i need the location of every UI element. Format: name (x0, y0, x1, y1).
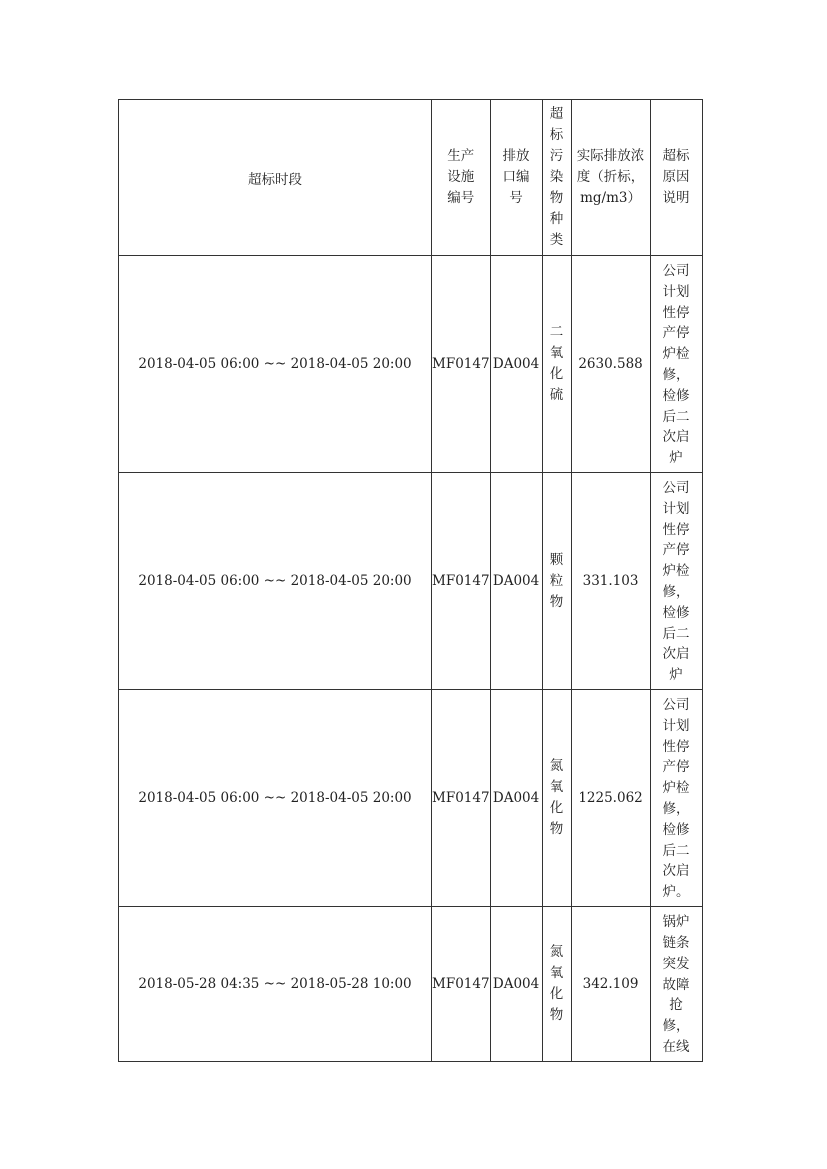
cell-period: 2018-04-05 06:00 ~~ 2018-04-05 20:00 (119, 473, 432, 690)
header-outlet: 排放口编号 (490, 100, 542, 256)
cell-reason: 公司计划性停产停炉检修，检修后二次启炉 (650, 473, 702, 690)
cell-pollutant: 氮氧化物 (542, 690, 571, 907)
header-pollutant: 超标污染物种类 (542, 100, 571, 256)
cell-period: 2018-04-05 06:00 ~~ 2018-04-05 20:00 (119, 690, 432, 907)
cell-concentration: 342.109 (571, 907, 650, 1062)
exceedance-table (118, 99, 703, 1062)
cell-facility: MF0147 (432, 907, 491, 1062)
table-row (119, 907, 703, 1062)
table-header-row (119, 100, 703, 256)
cell-concentration: 331.103 (571, 473, 650, 690)
cell-facility: MF0147 (432, 690, 491, 907)
table-row (119, 690, 703, 907)
cell-pollutant: 氮氧化物 (542, 907, 571, 1062)
cell-outlet: DA004 (490, 256, 542, 473)
cell-outlet: DA004 (490, 473, 542, 690)
header-reason: 超标原因说明 (650, 100, 702, 256)
cell-reason: 公司计划性停产停炉检修，检修后二次启炉 (650, 256, 702, 473)
cell-concentration: 1225.062 (571, 690, 650, 907)
header-concentration: 实际排放浓度（折标，mg/m3） (571, 100, 650, 256)
cell-outlet: DA004 (490, 907, 542, 1062)
cell-reason: 锅炉链条突发故障抢修，在线 (650, 907, 702, 1062)
cell-period: 2018-04-05 06:00 ~~ 2018-04-05 20:00 (119, 256, 432, 473)
table-row (119, 473, 703, 690)
table-row (119, 256, 703, 473)
cell-pollutant: 二氧化硫 (542, 256, 571, 473)
cell-concentration: 2630.588 (571, 256, 650, 473)
cell-period: 2018-05-28 04:35 ~~ 2018-05-28 10:00 (119, 907, 432, 1062)
cell-reason: 公司计划性停产停炉检修，检修后二次启炉。 (650, 690, 702, 907)
cell-facility: MF0147 (432, 473, 491, 690)
header-facility: 生产设施编号 (432, 100, 491, 256)
header-period: 超标时段 (119, 100, 432, 256)
cell-facility: MF0147 (432, 256, 491, 473)
cell-pollutant: 颗粒物 (542, 473, 571, 690)
cell-outlet: DA004 (490, 690, 542, 907)
